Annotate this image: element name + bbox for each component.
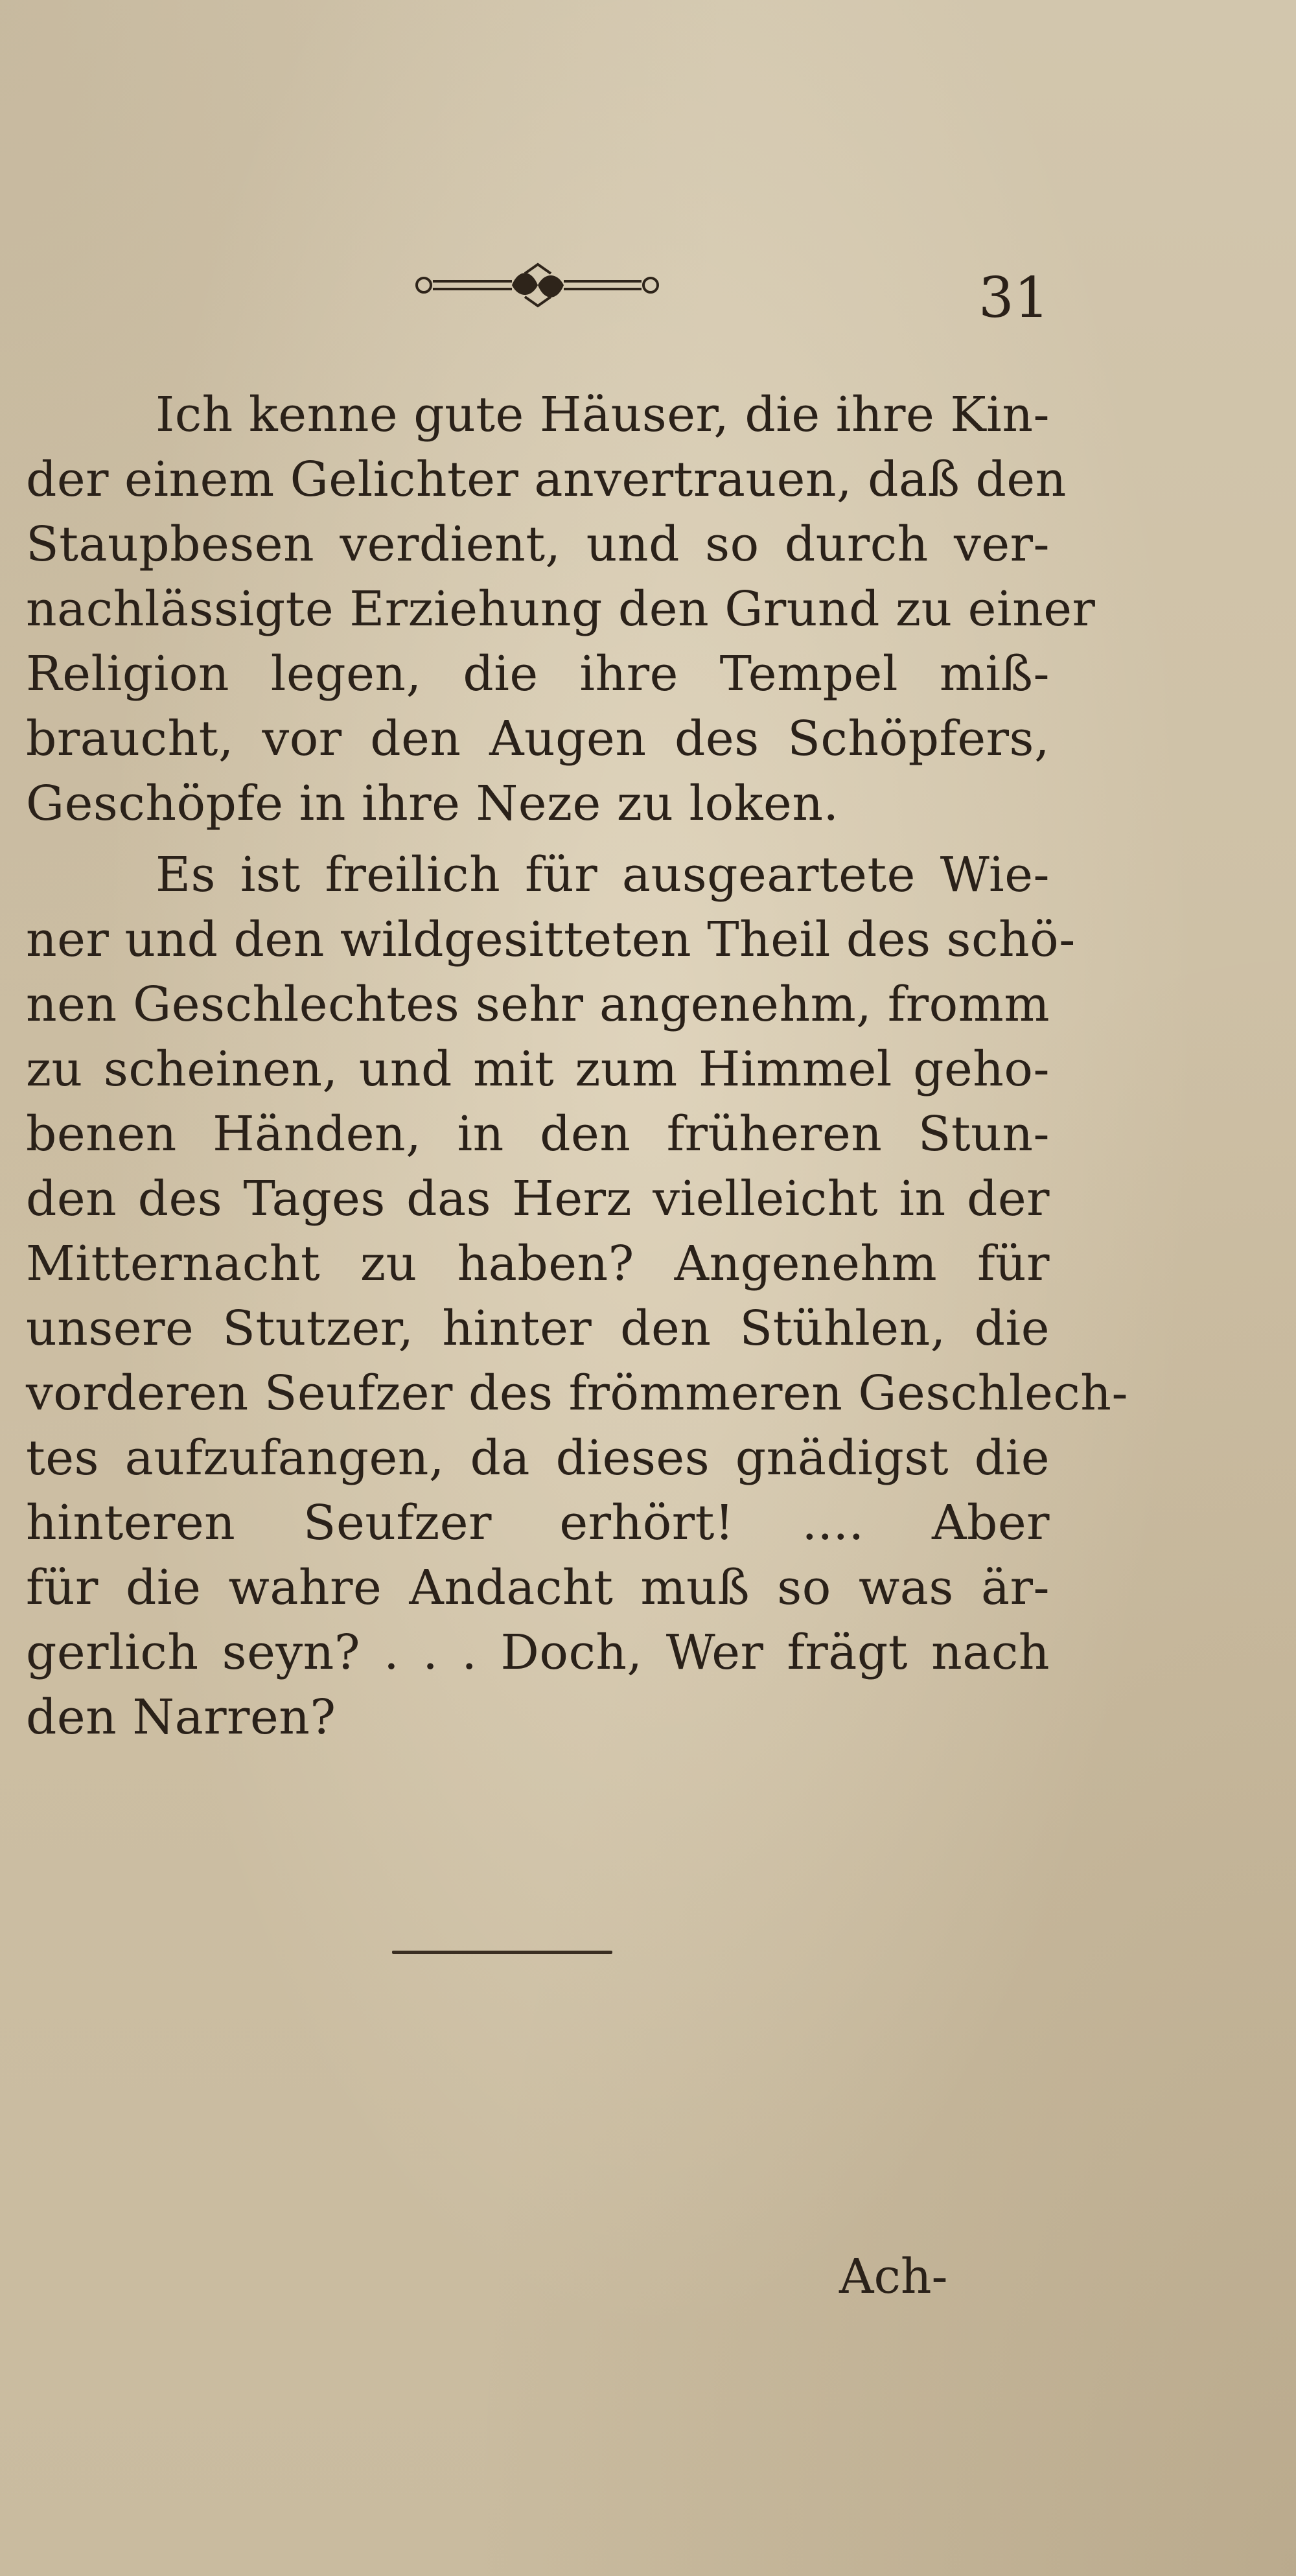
text-line: der einem Gelichter anvertrauen, daß den bbox=[26, 452, 1067, 507]
text-line: unsere Stutzer, hinter den Stühlen, die bbox=[26, 1301, 1050, 1356]
text-line: Religion legen, die ihre Tempel miß- bbox=[26, 646, 1050, 702]
text-line: braucht, vor den Augen des Schöpfers, bbox=[26, 711, 1050, 767]
text-line: für die wahre Andacht muß so was är- bbox=[26, 1560, 1050, 1616]
headpiece-ornament bbox=[415, 259, 661, 311]
text-line: benen Händen, in den früheren Stun- bbox=[26, 1106, 1050, 1162]
text-line: Geschöpfe in ihre Neze zu loken. bbox=[26, 776, 839, 831]
text-line: den des Tages das Herz vielleicht in der bbox=[26, 1171, 1050, 1227]
text-line: gerlich seyn? . . . Doch, Wer frägt nach bbox=[26, 1625, 1050, 1680]
text-line: tes aufzufangen, da dieses gnädigst die bbox=[26, 1430, 1050, 1486]
text-line: Ich kenne gute Häuser, die ihre Kin- bbox=[156, 387, 1050, 443]
text-line: nen Geschlechtes sehr angenehm, fromm bbox=[26, 977, 1050, 1032]
page-number: 31 bbox=[978, 266, 1050, 331]
text-line: nachlässigte Erziehung den Grund zu einer bbox=[26, 581, 1096, 637]
text-line: Staupbesen verdient, und so durch ver- bbox=[26, 516, 1050, 572]
text-line: hinteren Seufzer erhört! .... Aber bbox=[26, 1495, 1050, 1551]
text-line: vorderen Seufzer des frömmeren Geschlech- bbox=[26, 1365, 1128, 1421]
text-line: Es ist freilich für ausgeartete Wie- bbox=[156, 847, 1050, 903]
text-line: den Narren? bbox=[26, 1689, 336, 1745]
text-line: Mitternacht zu haben? Angenehm für bbox=[26, 1236, 1050, 1292]
text-line: ner und den wildgesitteten Theil des schö- bbox=[26, 912, 1076, 968]
text-line: zu scheinen, und mit zum Himmel geho- bbox=[26, 1041, 1050, 1097]
closing-rule bbox=[392, 1951, 612, 1954]
catchword: Ach- bbox=[839, 2249, 948, 2304]
